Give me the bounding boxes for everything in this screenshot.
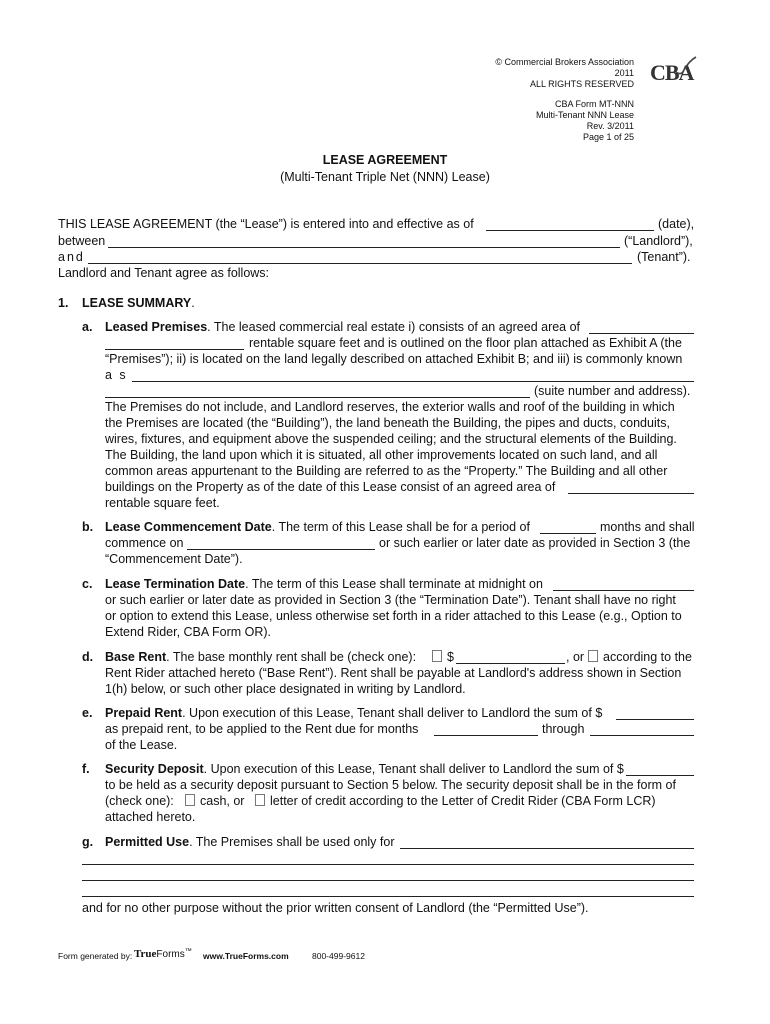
base-rent-amount-checkbox[interactable] xyxy=(432,650,442,662)
item-a-text-10: common areas appurtenant to the Building are referred to as the “Property.” The Building and all other xyxy=(105,464,668,478)
item-e-text-3: of the Lease. xyxy=(105,738,178,752)
item-b-text-1: . The term of this Lease shall be for a period of xyxy=(271,520,530,534)
item-d-or: , or xyxy=(566,650,585,664)
footer-generated-by: Form generated by: xyxy=(58,951,133,961)
item-a-line-1 xyxy=(105,319,580,335)
item-a-text-11: buildings on the Property as of the date of this Lease consist of an agreed area of xyxy=(105,480,556,494)
item-b-text-3: “Commencement Date”). xyxy=(105,552,243,566)
form-revision: Rev. 3/2011 xyxy=(586,121,634,131)
item-f-line-1 xyxy=(105,761,624,777)
item-b-line-1 xyxy=(105,519,530,535)
tenant-name-field[interactable] xyxy=(88,263,632,264)
item-f-text-4: attached hereto. xyxy=(105,810,196,824)
section-1-period: . xyxy=(191,296,195,310)
form-info-block xyxy=(536,99,634,143)
base-rent-rider-checkbox[interactable] xyxy=(588,650,598,662)
item-c-title: Lease Termination Date xyxy=(105,577,246,591)
item-a-text-9: The Building, the land upon which it is situated, all other improvements located on such land, and all xyxy=(105,448,658,462)
building-area-field[interactable] xyxy=(568,493,694,494)
item-b-label: b. xyxy=(82,520,94,534)
item-f-text-2: to be held as a security deposit pursuant to Section 5 below. The security deposit shall be in the form of xyxy=(105,778,676,792)
item-c-label: c. xyxy=(82,577,93,591)
page-number: Page 1 of 25 xyxy=(582,132,634,142)
trueforms-brand-a: True xyxy=(134,948,157,960)
intro-tenant-label: (Tenant”). xyxy=(637,250,691,264)
prepaid-to-month-field[interactable] xyxy=(590,735,694,736)
item-d-title: Base Rent xyxy=(105,650,167,664)
item-f-text-3a: (check one): xyxy=(105,794,174,808)
section-1-heading xyxy=(82,295,195,311)
item-e-text-2: as prepaid rent, to be applied to the Rent due for months xyxy=(105,722,419,736)
copyright-text: © Commercial Brokers Association xyxy=(495,57,634,67)
item-c-text-3: or option to extend this Lease, unless otherwise set forth in a rider attached to this Lease (e.g., Option to xyxy=(105,609,682,623)
permitted-use-field-2[interactable] xyxy=(82,864,694,865)
prepaid-from-month-field[interactable] xyxy=(434,735,538,736)
cba-logo xyxy=(650,56,698,86)
permitted-use-field-4[interactable] xyxy=(82,896,694,897)
item-a-text-7: the Premises are located (the “Building”), the land beneath the Building, the pipes and ducts, conduits, xyxy=(105,416,670,430)
intro-between: between xyxy=(58,234,106,248)
item-d-line-1 xyxy=(105,649,416,665)
item-c-text-2: or such earlier or later date as provided in Section 3 (the “Termination Date”). Tenant shall have no right xyxy=(105,593,676,607)
item-e-line-1 xyxy=(105,705,602,721)
intro-agree: Landlord and Tenant agree as follows: xyxy=(58,266,270,280)
item-g-text-1: . The Premises shall be used only for xyxy=(189,835,395,849)
intro-landlord-label: (“Landlord”), xyxy=(624,234,693,248)
premises-area-field[interactable] xyxy=(589,333,694,334)
item-e-text-1: . Upon execution of this Lease, Tenant shall deliver to Landlord the sum of $ xyxy=(182,706,603,720)
item-d-dollar: $ xyxy=(447,650,454,664)
form-id: CBA Form MT-NNN xyxy=(554,99,634,109)
item-e-through: through xyxy=(542,722,585,736)
item-g-title: Permitted Use xyxy=(105,835,190,849)
item-d-label: d. xyxy=(82,650,94,664)
deposit-cash-checkbox[interactable] xyxy=(185,794,195,806)
item-a-label: a. xyxy=(82,320,93,334)
copyright-block xyxy=(495,57,634,90)
footer-website-link[interactable]: www.TrueForms.com xyxy=(203,951,289,961)
item-a-text-4: a s xyxy=(105,368,128,382)
item-c-text-1: . The term of this Lease shall terminate at midnight on xyxy=(245,577,543,591)
premises-address-field-1[interactable] xyxy=(132,381,694,382)
item-d-text-1: . The base monthly rent shall be (check one): xyxy=(166,650,417,664)
item-c-line-1 xyxy=(105,576,543,592)
item-d-text-1-end: according to the xyxy=(603,650,692,664)
item-b-text-2-end: or such earlier or later date as provided in Section 3 (the xyxy=(379,536,691,550)
copyright-year: 2011 xyxy=(614,68,634,78)
item-d-text-2: Rent Rider attached hereto (“Base Rent”). Rent shall be payable at Landlord's address shown in Section xyxy=(105,666,682,680)
item-a-text-3: “Premises”); ii) is located on the land legally described on attached Exhibit B; and iii) is commonly known xyxy=(105,352,683,366)
trueforms-tm: ™ xyxy=(184,948,192,955)
base-rent-amount-field[interactable] xyxy=(456,663,565,664)
item-a-text-12: rentable square feet. xyxy=(105,496,220,510)
deposit-letter-of-credit-checkbox[interactable] xyxy=(255,794,265,806)
item-d-text-3: 1(h) below, or such other place designated in writing by Landlord. xyxy=(105,682,466,696)
intro-line-1: THIS LEASE AGREEMENT (the “Lease”) is entered into and effective as of xyxy=(58,217,474,231)
commencement-date-field[interactable] xyxy=(187,549,375,550)
item-g-label: g. xyxy=(82,835,94,849)
item-g-line-1 xyxy=(105,834,395,850)
landlord-name-field[interactable] xyxy=(108,247,620,248)
effective-date-field[interactable] xyxy=(486,230,654,231)
checkmark-swoosh-icon xyxy=(672,56,698,80)
permitted-use-field-1[interactable] xyxy=(400,848,694,849)
security-deposit-amount-field[interactable] xyxy=(626,775,694,776)
item-a-text-2: rentable square feet and is outlined on the floor plan attached as Exhibit A (the xyxy=(249,336,682,350)
item-g-text-last: and for no other purpose without the prior written consent of Landlord (the “Permitted Use”). xyxy=(82,901,589,915)
item-e-label: e. xyxy=(82,706,93,720)
item-c-text-4: Extend Rider, CBA Form OR). xyxy=(105,625,272,639)
permitted-use-field-3[interactable] xyxy=(82,880,694,881)
item-a-text-5: (suite number and address). xyxy=(534,384,691,398)
item-a-text-1: . The leased commercial real estate i) consists of an agreed area of xyxy=(207,320,581,334)
trueforms-brand-b: Forms xyxy=(156,949,185,960)
item-f-label: f. xyxy=(82,762,90,776)
item-a-text-6: The Premises do not include, and Landlord reserves, the exterior walls and roof of the building in which xyxy=(105,400,675,414)
item-f-text-3c: letter of credit according to the Letter of Credit Rider (CBA Form LCR) xyxy=(270,794,656,808)
item-b-text-2: commence on xyxy=(105,536,184,550)
document-subtitle: (Multi-Tenant Triple Net (NNN) Lease) xyxy=(280,170,490,184)
item-f-text-3b: cash, or xyxy=(200,794,245,808)
item-f-text-1: . Upon execution of this Lease, Tenant shall deliver to Landlord the sum of $ xyxy=(203,762,624,776)
section-1-title: LEASE SUMMARY xyxy=(82,296,192,310)
item-f-title: Security Deposit xyxy=(105,762,204,776)
intro-and: and xyxy=(58,250,85,264)
lease-term-months-field[interactable] xyxy=(540,533,596,534)
termination-date-field[interactable] xyxy=(553,590,694,591)
intro-date-label: (date), xyxy=(658,217,695,231)
trueforms-logo xyxy=(134,948,192,960)
item-b-title: Lease Commencement Date xyxy=(105,520,272,534)
item-a-text-8: wires, fixtures, and equipment above the suspended ceiling; and the structural elements of the Building. xyxy=(105,432,677,446)
section-1-number: 1. xyxy=(58,296,69,310)
item-a-title: Leased Premises xyxy=(105,320,208,334)
form-name: Multi-Tenant NNN Lease xyxy=(535,110,634,120)
footer-phone: 800-499-9612 xyxy=(312,951,365,961)
document-title: LEASE AGREEMENT xyxy=(322,153,448,167)
rights-reserved: ALL RIGHTS RESERVED xyxy=(529,79,634,89)
item-b-text-1-end: months and shall xyxy=(600,520,695,534)
cba-logo-text: CBA xyxy=(650,60,694,85)
premises-address-field-2[interactable] xyxy=(105,397,530,398)
prepaid-rent-amount-field[interactable] xyxy=(616,719,694,720)
item-e-title: Prepaid Rent xyxy=(105,706,183,720)
premises-sqft-field[interactable] xyxy=(105,349,244,350)
